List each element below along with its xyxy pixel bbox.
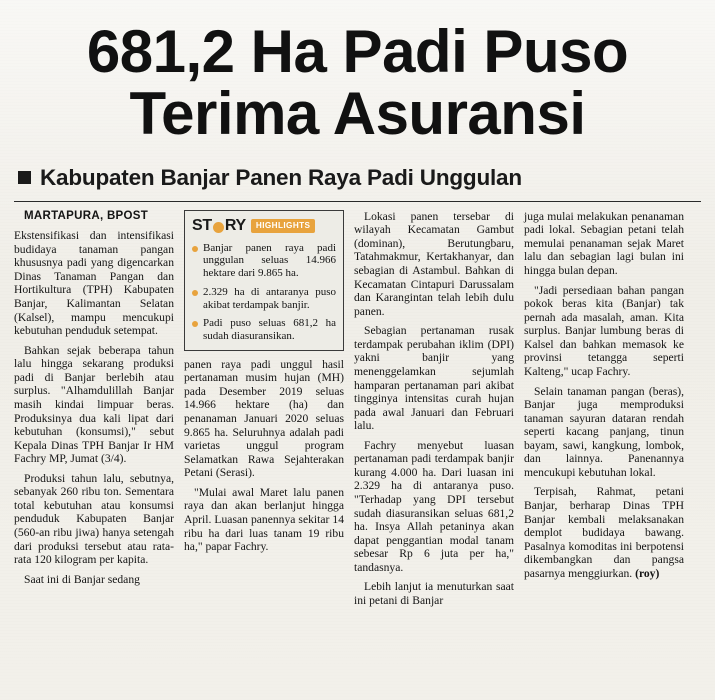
bullet-dot-icon — [192, 321, 198, 327]
subheadline-text: Kabupaten Banjar Panen Raya Padi Unggulan — [40, 164, 522, 190]
highlight-item-text: 2.329 ha di antaranya puso akibat terdampak banjir. — [203, 285, 336, 311]
highlight-item — [192, 317, 336, 343]
paragraph: Lokasi panen tersebar di wilayah Kecamatan Gambut (dominan), Berutungbaru, Tatahmakmur, Kertakhanyar, dan sebagian di Astambul. Bahkan di Kecamatan Cintapuri Darussalam dan Karangintan telah lebih dulu panen. — [354, 209, 514, 318]
paragraph: Sebagian pertanaman rusak terdampak perubahan iklim (DPI) yakni banjir yang menenggelamkan sejumlah hamparan pertanaman pari akibat tingginya intensitas curah hujan pada awal Januari dan Februari lalu. — [354, 324, 514, 433]
author-credit: (roy) — [635, 566, 660, 580]
header-divider — [14, 201, 701, 202]
highlight-item-text: Padi puso seluas 681,2 ha sudah diasuransikan. — [203, 317, 336, 342]
article-column-3 — [354, 210, 514, 614]
article-column-4 — [524, 210, 684, 587]
article-column-1 — [14, 210, 174, 593]
paragraph: Lebih lanjut ia menuturkan saat ini petani di Banjar — [354, 580, 514, 607]
bullet-dot-icon — [192, 290, 198, 296]
paragraph: panen raya padi unggul hasil pertanaman musim hujan (MH) pada Desember 2019 seluas 14.966 hektare (ha) dan penanaman Januari 2020 seluas 9.865 ha. Seluruhnya adalah padi varietas unggul program Selamatkan Rawa Sejahterakan Petani (Serasi). — [184, 357, 344, 480]
story-highlights-box — [184, 210, 344, 351]
story-highlights-title — [192, 217, 246, 236]
byline: MARTAPURA, BPOST — [24, 209, 149, 222]
story-title-part-1: ST — [192, 216, 212, 234]
article-column-2 — [184, 210, 344, 560]
paragraph-text: Terpisah, Rahmat, petani Banjar, berharap Dinas TPH Banjar kembali melaksanakan demplot budidaya bawang. Pasalnya komoditas ini berpotensi dikembangkan dan pangsa pasarnya menggiurkan. — [524, 485, 684, 580]
paragraph: Ekstensifikasi dan intensifikasi budidaya tanaman pangan khususnya padi yang digencarkan Dinas Tanaman Pangan dan Hortikultura (TPH) Kabupaten Banjar, Kalimantan Selatan (Kalsel), mampu mencukupi kebutuhan penduduk setempat. — [14, 229, 174, 338]
headline-line-2: Terima Asuransi — [129, 80, 586, 148]
paragraph: Produksi tahun lalu, sebutnya, sebanyak 260 ribu ton. Sementara total kebutuhan atau konsumsi penduduk Kabupaten Banjar (560-an ribu jiwa) hanya setengah dari produksi tersebut atau rata-rata 120 kilogram per kapita. — [14, 471, 174, 567]
paragraph: juga mulai melakukan penanaman padi lokal. Sebagian petani telah memulai penanaman sejak Maret lalu dan sebagian lagi bulan ini hingga bulan depan. — [524, 209, 684, 278]
paragraph: Fachry menyebut luasan pertanaman padi terdampak banjir kurang 4.000 ha. Dari luasan ini 2.329 ha di antaranya puso. "Terhadap yang DPI tersebut sudah diasuransikan seluas 681,2 ha. Insya Allah petaninya akan dapat penggantian modal tanam sebesar Rp 6 juta per ha," tandasnya. — [354, 438, 514, 574]
article-columns — [14, 210, 701, 614]
square-bullet-icon — [18, 171, 31, 184]
paragraph: Selain tanaman pangan (beras), Banjar juga memproduksi tanaman sayuran dataran rendah seperti kacang panjang, tinun bayam, sawi, kangkung, lombok, dan lainnya. Panenannya mencukupi kebutuhan lokal. — [524, 384, 684, 479]
paragraph — [524, 485, 684, 580]
highlight-item-text: Banjar panen raya padi unggulan seluas 14.966 hektare dari 9.865 ha. — [203, 241, 336, 279]
page-title — [14, 18, 701, 148]
paragraph: Saat ini di Banjar sedang — [24, 572, 140, 586]
story-highlights-header — [192, 217, 336, 236]
highlight-item — [192, 242, 336, 280]
headline-line-1: 681,2 Ha Padi Puso — [86, 18, 629, 85]
paragraph: "Mulai awal Maret lalu panen raya dan akan berlanjut hingga April. Luasan panennya sekitar 14 ribu ha dari luas tanam 19 ribu ha," papar Fachry. — [184, 485, 344, 554]
highlight-item — [192, 286, 336, 312]
subheadline — [18, 165, 701, 191]
highlights-badge: HIGHLIGHTS — [251, 219, 316, 233]
circle-o-icon — [213, 222, 224, 233]
paragraph: Bahkan sejak beberapa tahun lalu hingga sekarang produksi padi di Banjar berlebih atau surplus. "Alhamdulillah Banjar masih kindai limpuar beras. Produksinya dua kali lipat dari kebutuhan (konsumsi)," sebut Kepala Dinas TPH Banjar Ir HM Fachry MP, Jumat (3/4). — [14, 343, 174, 466]
story-title-part-2: RY — [224, 216, 246, 234]
paragraph: "Jadi persediaan bahan pangan pokok beras kita (Banjar) tak pernah ada masalah, aman. Kita surplus. Banjar lumbung beras di Kalsel dan bahkan memasok ke provinsi tetangga seperti Kalteng," ucap Fachry. — [524, 283, 684, 378]
bullet-dot-icon — [192, 246, 198, 252]
